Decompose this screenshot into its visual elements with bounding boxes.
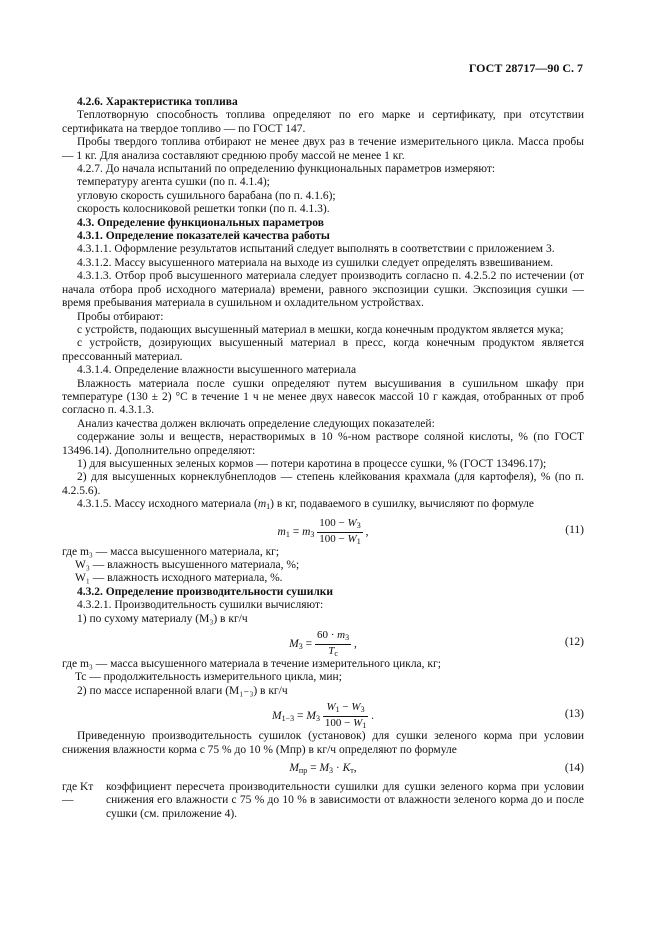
paragraph: 4.3.1.2. Массу высушенного материала на выходе из сушилки следует определять взвешиванием. — [77, 256, 554, 269]
paragraph: Приведенную производительность сушилок (установок) для сушки зеленого корма при условии снижения влажности корма с 75 % до 10 % (Mпр) в кг/ч определяют по формуле — [62, 730, 584, 756]
paragraph: содержание золы и веществ, нерастворимых в 10 %-ном растворе соляной кислоты, % (по ГОСТ 13496.14). Дополнительно определяют: — [62, 431, 584, 457]
list-item: скорость колосниковой решетки топки (по п. 4.1.3). — [77, 203, 330, 216]
paragraph: Теплотворную способность топлива определяют по его марке и сертификату, при отсутствии сертификата на твердое топливо — по ГОСТ 147. — [62, 109, 584, 135]
formula-number: (14) — [564, 762, 584, 775]
section-heading-4-2-6: 4.2.6. Характеристика топлива — [77, 96, 238, 108]
paragraph: Пробы отбирают: — [77, 310, 164, 323]
section-heading-4-3-2: 4.3.2. Определение производительности сушилки — [77, 585, 334, 598]
paragraph: Влажность материала после сушки определяют путем высушивания в сушильном шкафу при температуре (130 ± 2) °С в течение 1 ч не менее двух навесок массой 10 г каждая, отобранных от проб согласно п. 4.3.1.3. — [62, 377, 584, 417]
formula-number: (11) — [565, 523, 584, 536]
paragraph: 4.3.1.3. Отбор проб высушенного материала следует производить согласно п. 4.2.5.2 по истечении (от начала отбора проб исходного материала) времени, равного экспозиции сушки. Экспозиция сушки — время пребывания материала в сушильном и охладительном устройствах. — [62, 270, 584, 310]
formula-expression: $M_{пр} = M_3 \cdot K_т$, — [289, 762, 357, 776]
list-item: 1) для высушенных зеленых кормов — потери каротина в процессе сушки, % (ГОСТ 13496.17); — [77, 457, 547, 470]
list-item: 2) по массе испаренной влаги (M₁₋₃) в кг/ч — [77, 684, 288, 697]
formula-expression: $M_3$ = $\frac{60 \cdot m_3}{T_c}$ , — [289, 629, 357, 659]
paragraph: 4.3.1.5. Массу исходного материала $(m_1)$ в кг, подаваемого в сушилку, вычисляют по формуле — [77, 498, 535, 512]
formula-expression: $M_{1-3} = M_3$ $\frac{W_1 - W_3}{100 - W_1}$ . — [272, 701, 374, 731]
list-item: с устройств, дозирующих высушенный материал в пресс, когда конечным продуктом является прессованный материал. — [62, 337, 584, 363]
formula-14 — [62, 760, 584, 778]
list-item: температуру агента сушки (по п. 4.1.4); — [77, 176, 270, 189]
formula-12 — [62, 629, 584, 659]
where-text: коэффициент пересчета производительности сушилки для сушки зеленого корма при условии снижения его влажности с 75 % до 10 % в зависимости от влажности зеленого корма до и после сушки (см. приложение 4). — [106, 781, 584, 820]
where-clause: Tc — продолжительность измерительного цикла, мин; — [75, 671, 342, 684]
formula-expression: $m_1 = m_3$ $\frac{100 - W_3}{100 - W_1}$ , — [277, 516, 369, 546]
formula-13 — [62, 701, 584, 731]
section-heading-4-3: 4.3. Определение функциональных параметров — [77, 216, 324, 229]
document-body — [62, 96, 584, 821]
formula-number: (12) — [564, 636, 584, 649]
paragraph: Анализ качества должен включать определение следующих показателей: — [77, 417, 435, 430]
paragraph: Пробы твердого топлива отбирают не менее двух раз в течение измерительного цикла. Масса пробы — 1 кг. Для анализа составляют среднюю пробу массой не менее 1 кг. — [62, 136, 584, 162]
list-item: 1) по сухому материалу (M₃) в кг/ч — [77, 612, 248, 625]
list-item: 2) для высушенных корнеклубнеплодов — степень клейкования крахмала (для картофеля), % (по п. 4.2.5.6). — [62, 471, 584, 497]
formula-11 — [62, 516, 584, 546]
where-clause: W₁ — влажность исходного материала, %. — [75, 572, 283, 585]
paragraph: 4.3.1.1. Оформление результатов испытаний следует выполнять в соответствии с приложением 3. — [77, 243, 555, 256]
list-item: с устройств, подающих высушенный материал в мешки, когда конечным продуктом является мука; — [77, 323, 564, 336]
paragraph: 4.3.2.1. Производительность сушилки вычисляют: — [77, 599, 324, 612]
where-clause: W₃ — влажность высушенного материала, %; — [75, 559, 300, 571]
section-heading-4-3-1: 4.3.1. Определение показателей качества работы — [77, 230, 330, 243]
where-clause: где m₃ — масса высушенного материала, кг; — [62, 545, 280, 558]
list-item: угловую скорость сушильного барабана (по п. 4.1.6); — [77, 189, 336, 202]
where-clause-kt — [62, 781, 584, 821]
where-clause: где m₃ — масса высушенного материала в течение измерительного цикла, кг; — [62, 658, 441, 671]
formula-number: (13) — [564, 708, 584, 721]
paragraph: 4.3.1.4. Определение влажности высушенного материала — [77, 364, 357, 377]
where-label: где Kт — — [62, 781, 94, 807]
page-header: ГОСТ 28717—90 С. 7 — [468, 61, 583, 75]
paragraph: 4.2.7. До начала испытаний по определению функциональных параметров измеряют: — [77, 163, 496, 176]
